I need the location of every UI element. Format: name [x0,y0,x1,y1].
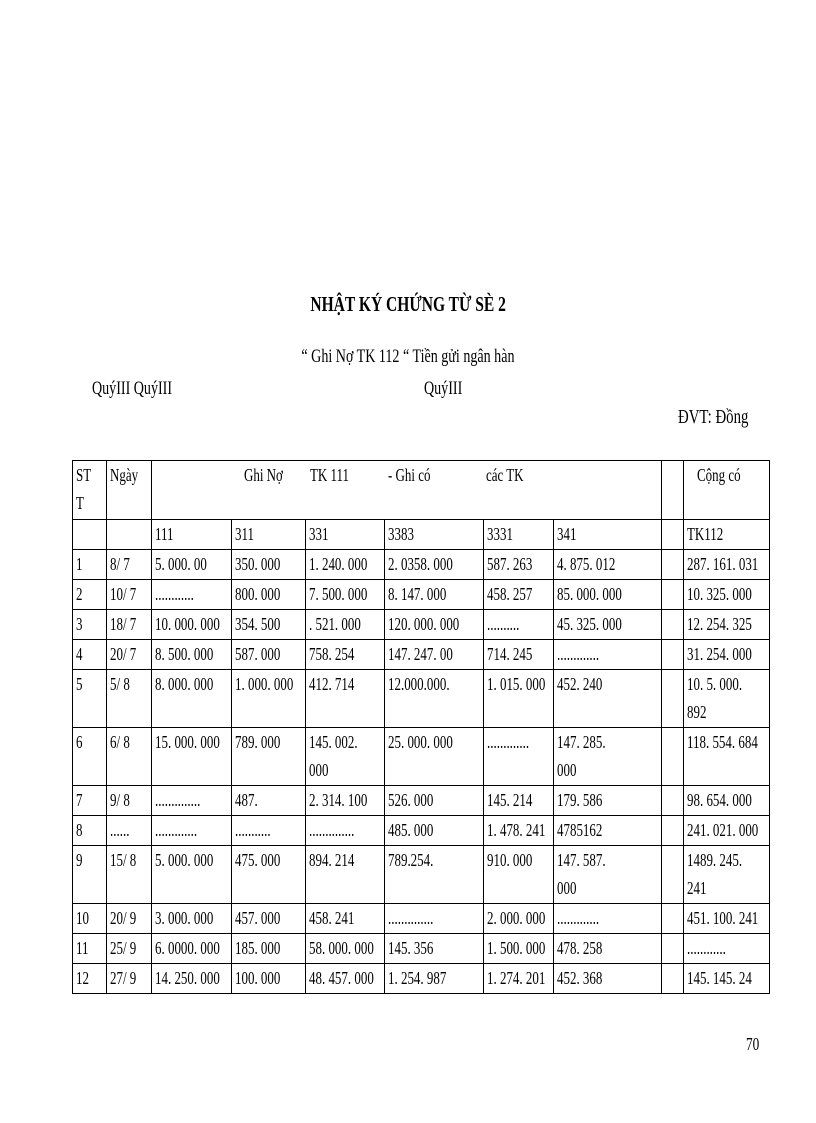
cell-331: 412. 714 [306,670,385,728]
cell-ngay: 15/ 8 [107,846,152,904]
cell-stt: 10 [73,904,107,934]
cell-311: 1. 000. 000 [232,670,306,728]
cell-331: . 521. 000 [306,610,385,640]
table-row [73,610,770,640]
table-row [73,816,770,846]
cell-blank [662,934,684,964]
cell-ngay: 6/ 8 [107,728,152,786]
cell-341: 179. 586 [554,786,662,816]
cell-331: 458. 241 [306,904,385,934]
cell-blank [662,640,684,670]
subheader-331: 331 [306,520,385,550]
cell-111: ............ [152,580,232,610]
table-row [73,934,770,964]
cell-341: ............. [554,640,662,670]
cell-341: 147. 285. 000 [554,728,662,786]
cell-blank [662,550,684,580]
table-row [73,640,770,670]
cell-total: 10. 5. 000. 892 [684,670,770,728]
cell-3331: 2. 000. 000 [484,904,554,934]
cell-blank [662,904,684,934]
cell-331: 58. 000. 000 [306,934,385,964]
cell-blank [662,786,684,816]
cell-311: 800. 000 [232,580,306,610]
page-number: 70 [746,1034,760,1054]
cell-total: 10. 325. 000 [684,580,770,610]
cell-ngay: ...... [107,816,152,846]
subheader-blank [107,520,152,550]
cell-311: 457. 000 [232,904,306,934]
cell-331: .............. [306,816,385,846]
cell-stt: 8 [73,816,107,846]
cell-3331: 458. 257 [484,580,554,610]
cell-total: 98. 654. 000 [684,786,770,816]
cell-3383: 12.000.000. [385,670,484,728]
cell-stt: 9 [73,846,107,904]
cell-stt: 7 [73,786,107,816]
cell-3383: 526. 000 [385,786,484,816]
cell-311: 350. 000 [232,550,306,580]
cell-ngay: 20/ 7 [107,640,152,670]
cell-ngay: 18/ 7 [107,610,152,640]
cell-111: 5. 000. 00 [152,550,232,580]
cell-3383: 120. 000. 000 [385,610,484,640]
document-subtitle: “ Ghi Nợ TK 112 “ Tiền gửi ngân hàn [301,346,515,367]
cell-341: 478. 258 [554,934,662,964]
cell-311: 354. 500 [232,610,306,640]
cell-311: 587. 000 [232,640,306,670]
cell-total: 287. 161. 031 [684,550,770,580]
cell-stt: 5 [73,670,107,728]
table-row [73,728,770,786]
header-blank [662,461,684,520]
quarter-label-left: QuýIII QuýIII [92,378,173,399]
subheader-blank [73,520,107,550]
cell-3331: 145. 214 [484,786,554,816]
cell-blank [662,964,684,994]
cell-3331: .......... [484,610,554,640]
cell-341: 85. 000. 000 [554,580,662,610]
cell-341: 147. 587. 000 [554,846,662,904]
cell-ngay: 5/ 8 [107,670,152,728]
cell-ngay: 27/ 9 [107,964,152,994]
quarter-label-center: QuýIII [424,378,463,399]
cell-blank [662,816,684,846]
table-row [73,670,770,728]
subheader-3331: 3331 [484,520,554,550]
cell-311: 100. 000 [232,964,306,994]
cell-331: 894. 214 [306,846,385,904]
cell-331: 7. 500. 000 [306,580,385,610]
header-tk111: TK 111 [310,465,350,485]
cell-111: 15. 000. 000 [152,728,232,786]
cell-blank [662,580,684,610]
cell-ngay: 25/ 9 [107,934,152,964]
cell-341: 4. 875. 012 [554,550,662,580]
cell-311: 487. [232,786,306,816]
cell-311: 475. 000 [232,846,306,904]
cell-ngay: 20/ 9 [107,904,152,934]
table-subheader-row [73,520,770,550]
cell-3383: 789.254. [385,846,484,904]
header-ghi-no-ghi-co [152,461,662,520]
table-row [73,786,770,816]
cell-3331: 587. 263 [484,550,554,580]
cell-total: 241. 021. 000 [684,816,770,846]
table-row [73,904,770,934]
cell-stt: 6 [73,728,107,786]
cell-total: 451. 100. 241 [684,904,770,934]
cell-total: ............ [684,934,770,964]
cell-3331: 714. 245 [484,640,554,670]
cell-3383: 485. 000 [385,816,484,846]
cell-total: 12. 254. 325 [684,610,770,640]
subheader-tk112: TK112 [684,520,770,550]
cell-blank [662,846,684,904]
cell-stt: 2 [73,580,107,610]
cell-stt: 1 [73,550,107,580]
cell-3331: 1. 274. 201 [484,964,554,994]
cell-3383: 2. 0358. 000 [385,550,484,580]
cell-111: .............. [152,786,232,816]
cell-3383: 25. 000. 000 [385,728,484,786]
cell-ngay: 8/ 7 [107,550,152,580]
cell-331: 1. 240. 000 [306,550,385,580]
cell-111: ............. [152,816,232,846]
document-title: NHẬT KÝ CHỨNG TỪ SÈ 2 [310,292,506,316]
cell-3383: 145. 356 [385,934,484,964]
cell-total: 31. 254. 000 [684,640,770,670]
cell-ngay: 10/ 7 [107,580,152,610]
table-row [73,550,770,580]
cell-111: 10. 000. 000 [152,610,232,640]
cell-341: 4785162 [554,816,662,846]
cell-ngay: 9/ 8 [107,786,152,816]
cell-111: 5. 000. 000 [152,846,232,904]
unit-label: ĐVT: Đồng [678,406,749,428]
cell-blank [662,610,684,640]
cell-stt: 12 [73,964,107,994]
cell-311: 789. 000 [232,728,306,786]
subheader-blank [662,520,684,550]
table-header-row [73,461,770,520]
cell-blank [662,670,684,728]
table-row [73,964,770,994]
cell-total: 1489. 245. 241 [684,846,770,904]
header-cong-co: Cộng có [684,461,770,520]
subheader-3383: 3383 [385,520,484,550]
cell-3331: 910. 000 [484,846,554,904]
header-ghi-no: Ghi Nợ [244,465,283,485]
cell-blank [662,728,684,786]
journal-table [72,460,770,994]
cell-111: 8. 500. 000 [152,640,232,670]
table-row [73,580,770,610]
cell-3331: 1. 015. 000 [484,670,554,728]
cell-3383: .............. [385,904,484,934]
cell-3383: 8. 147. 000 [385,580,484,610]
cell-total: 145. 145. 24 [684,964,770,994]
cell-total: 118. 554. 684 [684,728,770,786]
subheader-111: 111 [152,520,232,550]
table-row [73,846,770,904]
cell-341: 452. 240 [554,670,662,728]
cell-341: 452. 368 [554,964,662,994]
cell-3331: 1. 500. 000 [484,934,554,964]
subheader-341: 341 [554,520,662,550]
header-stt: ST T [73,461,107,520]
cell-stt: 4 [73,640,107,670]
cell-331: 2. 314. 100 [306,786,385,816]
cell-341: ............. [554,904,662,934]
cell-111: 3. 000. 000 [152,904,232,934]
cell-stt: 3 [73,610,107,640]
cell-111: 6. 0000. 000 [152,934,232,964]
subheader-311: 311 [232,520,306,550]
cell-331: 145. 002. 000 [306,728,385,786]
cell-111: 14. 250. 000 [152,964,232,994]
cell-341: 45. 325. 000 [554,610,662,640]
cell-3331: 1. 478. 241 [484,816,554,846]
cell-3331: ............. [484,728,554,786]
cell-3383: 1. 254. 987 [385,964,484,994]
cell-331: 48. 457. 000 [306,964,385,994]
cell-331: 758. 254 [306,640,385,670]
cell-3383: 147. 247. 00 [385,640,484,670]
cell-stt: 11 [73,934,107,964]
cell-311: ........... [232,816,306,846]
cell-311: 185. 000 [232,934,306,964]
header-cac-tk: các TK [486,465,524,485]
header-ngay: Ngày [107,461,152,520]
header-ghi-co: - Ghi có [388,465,431,485]
cell-111: 8. 000. 000 [152,670,232,728]
